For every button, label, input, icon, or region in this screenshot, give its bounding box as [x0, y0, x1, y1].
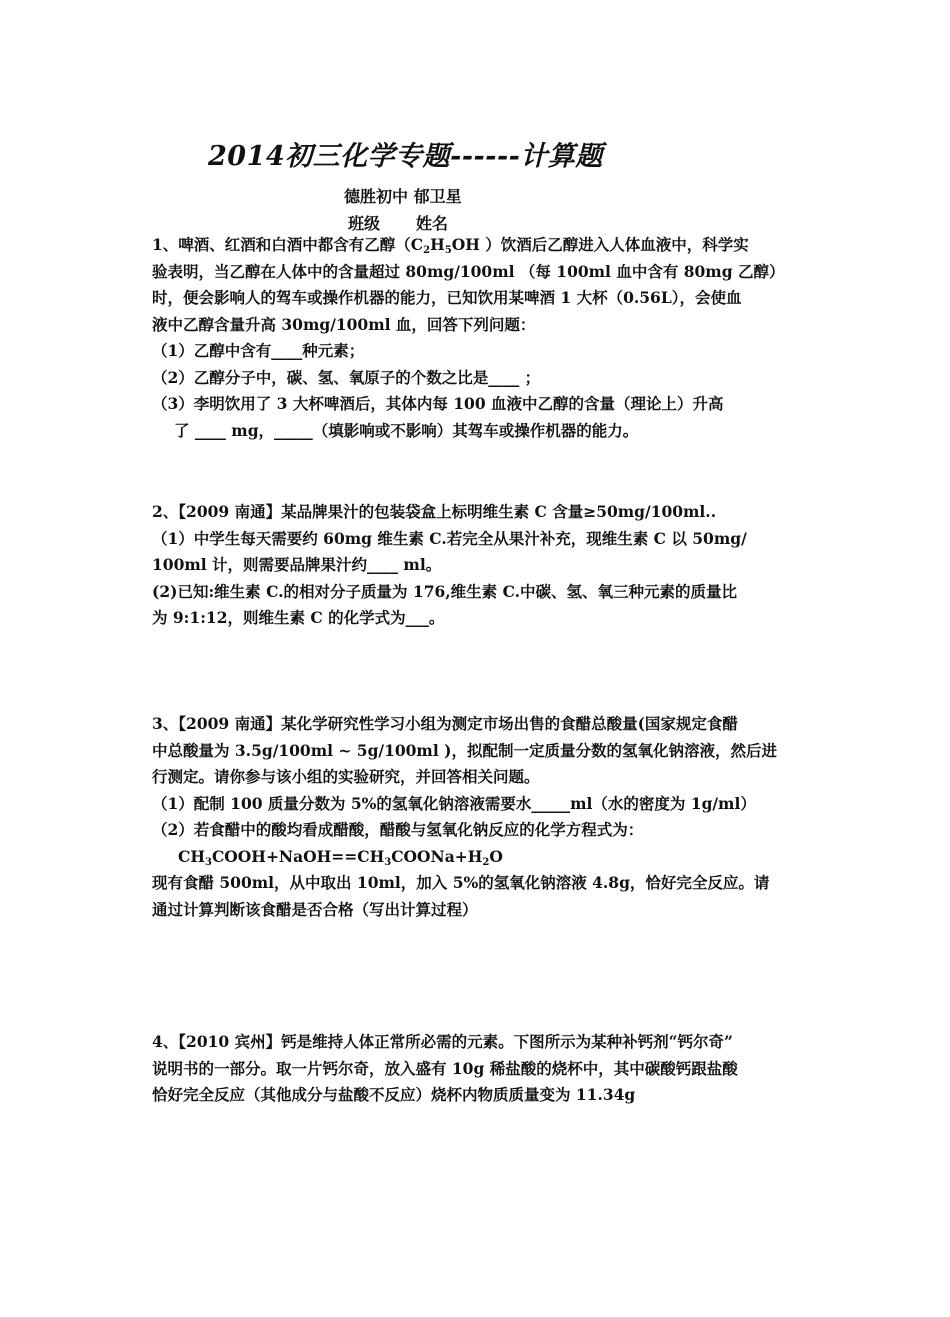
q1-text: H	[430, 235, 445, 254]
q3-line: 中总酸量为 3.5g/100ml ~ 5g/100ml )，拟配制一定质量分数的氢氧化钠溶液，然后进	[152, 740, 777, 760]
eq-subscript: 3	[384, 856, 392, 868]
eq-text: CH	[178, 846, 205, 866]
q4-line: 说明书的一部分。取一片钙尔奇，放入盛有 10g 稀盐酸的烧杯中，其中碳酸钙跟盐酸	[152, 1058, 738, 1078]
q1-line: 时，便会影响人的驾车或操作机器的能力，已知饮用某啤酒 1 大杯（0.56L），会使血	[152, 288, 742, 307]
q1-line: （1）乙醇中含有____种元素；	[152, 341, 365, 360]
author-line: 德胜初中 郁卫星	[344, 187, 462, 206]
q2-line: （1）中学生每天需要约 60mg 维生素 C.若完全从果汁补充，现维生素 C 以 50mg/	[152, 528, 747, 548]
q2-line: 2、【2009 南通】某品牌果汁的包装袋盒上标明维生素 C 含量≥50mg/100ml..	[152, 502, 717, 521]
class-label: 班级	[348, 214, 381, 233]
q1-line: 液中乙醇含量升高 30mg/100ml 血，回答下列问题：	[152, 314, 536, 334]
q4-line: 恰好完全反应（其他成分与盐酸不反应）烧杯内物质质量变为 11.34g	[152, 1085, 636, 1104]
question-3	[152, 711, 802, 923]
q3-line: 行测定。请你参与该小组的实验研究，并回答相关问题。	[152, 767, 540, 786]
question-2	[152, 499, 802, 632]
question-1	[152, 232, 802, 444]
q1-subscript: 5	[444, 245, 452, 256]
q1-line: 验表明，当乙醇在人体中的含量超过 80mg/100ml （每 100ml 血中含有 80mg 乙醇）	[152, 261, 785, 281]
eq-text: COOH+NaOH==CH	[211, 846, 385, 866]
name-label: 姓名	[416, 214, 449, 233]
q1-line: （3）李明饮用了 3 大杯啤酒后，其体内每 100 血液中乙醇的含量（理论上）升高	[152, 394, 724, 413]
q2-line: 100ml 计，则需要品牌果汁约____ ml。	[152, 555, 442, 574]
q3-line: 现有食醋 500ml，从中取出 10ml，加入 5%的氢氧化钠溶液 4.8g，恰好完全反应。请	[152, 873, 770, 892]
q3-line: （1）配制 100 质量分数为 5%的氢氧化钠溶液需要水_____ml（水的密度为 1g/ml）	[152, 793, 756, 813]
q1-text: 1、啤酒、红酒和白酒中都含有乙醇（C	[152, 235, 424, 254]
eq-subscript: 2	[482, 856, 490, 868]
q2-line: (2)已知:维生素 C.的相对分子质量为 176,维生素 C.中碳、氢、氧三种元素的质量比	[152, 581, 738, 601]
q1-subscript: 2	[423, 245, 431, 256]
chemical-equation	[152, 844, 802, 871]
q4-line: 4、【2010 宾州】钙是维持人体正常所必需的元素。下图所示为某种补钙剂“钙尔奇”	[152, 1032, 733, 1051]
page-title: 2014初三化学专题------计算题	[208, 141, 603, 172]
eq-text: O	[489, 846, 503, 866]
eq-text: COONa+H	[391, 846, 483, 866]
eq-subscript: 3	[204, 856, 212, 868]
q3-line: （2）若食醋中的酸均看成醋酸，醋酸与氢氧化钠反应的化学方程式为：	[152, 820, 644, 839]
question-4	[152, 1029, 802, 1109]
q1-text: OH ）饮酒后乙醇进入人体血液中，科学实	[451, 235, 749, 254]
q3-line: 通过计算判断该食醋是否合格（写出计算过程）	[152, 899, 478, 919]
q1-line: 了 ____ mg，_____（填影响或不影响）其驾车或操作机器的能力。	[174, 420, 639, 440]
q1-line	[152, 232, 802, 259]
q1-line: （2）乙醇分子中，碳、氢、氧原子的个数之比是____ ；	[152, 367, 541, 387]
q3-line: 3、【2009 南通】某化学研究性学习小组为测定市场出售的食醋总酸量(国家规定食醋	[152, 714, 738, 733]
q2-line: 为 9:1:12，则维生素 C 的化学式为___。	[152, 608, 445, 627]
